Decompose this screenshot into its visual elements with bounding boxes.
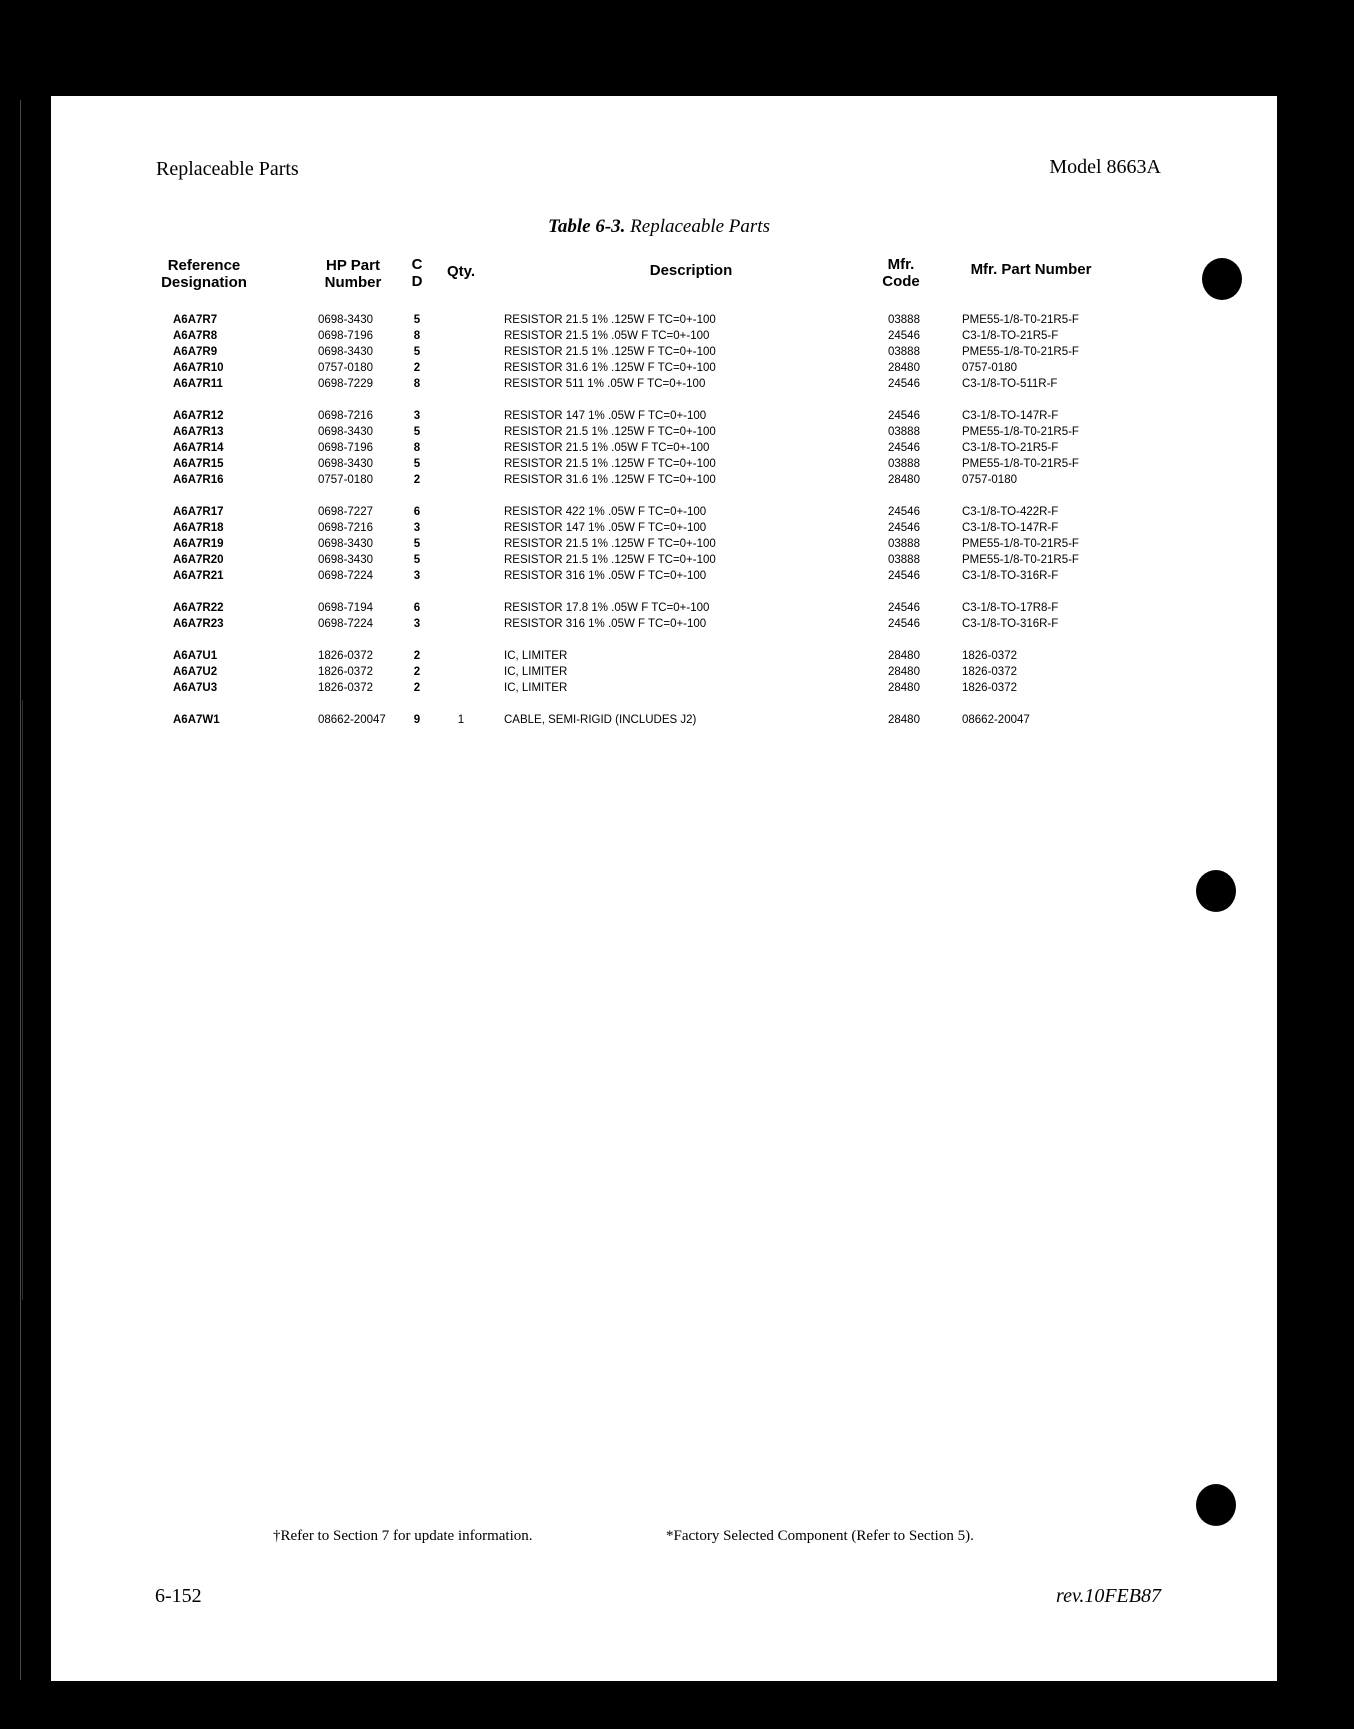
hp-part-number: 0698-7196	[318, 330, 373, 342]
part-description: RESISTOR 316 1% .05W F TC=0+-100	[504, 618, 707, 630]
part-reference: A6A7R8	[173, 330, 218, 342]
hp-part-number: 1826-0372	[318, 650, 373, 662]
part-description: RESISTOR 511 1% .05W F TC=0+-100	[504, 378, 706, 390]
mfr-part-number: 0757-0180	[962, 362, 1017, 374]
column-header-line: Reference	[167, 257, 241, 274]
check-digit: 5	[413, 346, 421, 358]
hp-part-number: 0698-7216	[318, 522, 373, 534]
part-reference: A6A7R10	[173, 362, 224, 374]
mfr-part-number: C3-1/8-TO-422R-F	[962, 506, 1059, 518]
part-reference: A6A7R13	[173, 426, 224, 438]
part-reference: A6A7U2	[173, 666, 218, 678]
part-description: RESISTOR 21.5 1% .125W F TC=0+-100	[504, 314, 716, 326]
mfr-part-number: C3-1/8-TO-21R5-F	[962, 330, 1059, 342]
check-digit: 5	[413, 538, 421, 550]
part-description: RESISTOR 31.6 1% .125W F TC=0+-100	[504, 362, 716, 374]
hp-part-number: 1826-0372	[318, 666, 373, 678]
check-digit: 2	[413, 682, 421, 694]
mfr-code: 24546	[888, 330, 920, 342]
mfr-code: 03888	[888, 538, 920, 550]
part-reference: A6A7R22	[173, 602, 224, 614]
part-description: RESISTOR 147 1% .05W F TC=0+-100	[504, 410, 707, 422]
mfr-code: 24546	[888, 522, 920, 534]
mfr-code: 03888	[888, 458, 920, 470]
part-description: RESISTOR 21.5 1% .05W F TC=0+-100	[504, 330, 710, 342]
part-reference: A6A7R23	[173, 618, 224, 630]
check-digit: 5	[413, 426, 421, 438]
part-description: RESISTOR 422 1% .05W F TC=0+-100	[504, 506, 707, 518]
column-header-line: HP Part	[326, 257, 380, 274]
part-description: RESISTOR 21.5 1% .125W F TC=0+-100	[504, 554, 716, 566]
mfr-part-number: PME55-1/8-T0-21R5-F	[962, 346, 1079, 358]
check-digit: 8	[413, 330, 421, 342]
hp-part-number: 0698-7227	[318, 506, 373, 518]
footnote-update: †Refer to Section 7 for update information.	[273, 1528, 533, 1544]
column-header-line: Designation	[161, 274, 247, 291]
part-reference: A6A7R9	[173, 346, 218, 358]
hp-part-number: 0698-3430	[318, 314, 373, 326]
running-header-model: Model 8663A	[1049, 156, 1161, 178]
part-reference: A6A7R17	[173, 506, 224, 518]
part-reference: A6A7R14	[173, 442, 224, 454]
mfr-code: 28480	[888, 474, 920, 486]
mfr-code: 03888	[888, 346, 920, 358]
quantity: 1	[457, 714, 465, 726]
hp-part-number: 0698-7194	[318, 602, 373, 614]
column-header-line: D	[411, 273, 423, 290]
check-digit: 5	[413, 554, 421, 566]
mfr-part-number: PME55-1/8-T0-21R5-F	[962, 554, 1079, 566]
check-digit: 8	[413, 378, 421, 390]
part-reference: A6A7R18	[173, 522, 224, 534]
page-number: 6-152	[155, 1585, 202, 1607]
hp-part-number: 0698-7229	[318, 378, 373, 390]
column-header-line: Code	[882, 273, 920, 290]
check-digit: 3	[413, 522, 421, 534]
mfr-part-number: 1826-0372	[962, 682, 1017, 694]
mfr-code: 24546	[888, 618, 920, 630]
part-description: RESISTOR 17.8 1% .05W F TC=0+-100	[504, 602, 710, 614]
part-reference: A6A7W1	[173, 714, 220, 726]
mfr-part-number: C3-1/8-TO-316R-F	[962, 618, 1059, 630]
mfr-code: 03888	[888, 314, 920, 326]
hp-part-number: 0698-3430	[318, 426, 373, 438]
mfr-part-number: C3-1/8-TO-17R8-F	[962, 602, 1059, 614]
mfr-part-number: PME55-1/8-T0-21R5-F	[962, 538, 1079, 550]
footnote-factory-selected: *Factory Selected Component (Refer to Section 5).	[666, 1528, 974, 1544]
part-reference: A6A7R16	[173, 474, 224, 486]
part-reference: A6A7R12	[173, 410, 224, 422]
scan-edge-line	[20, 100, 21, 1680]
column-header-mfr-part-number: Mfr. Part Number	[970, 261, 1092, 278]
mfr-code: 28480	[888, 714, 920, 726]
revision-date: rev.10FEB87	[1056, 1585, 1161, 1607]
parts-table-body	[51, 96, 1277, 1681]
part-description: RESISTOR 21.5 1% .125W F TC=0+-100	[504, 346, 716, 358]
part-description: RESISTOR 147 1% .05W F TC=0+-100	[504, 522, 707, 534]
mfr-part-number: PME55-1/8-T0-21R5-F	[962, 314, 1079, 326]
mfr-code: 28480	[888, 362, 920, 374]
column-header-line: Mfr.	[887, 256, 915, 273]
binder-hole	[1202, 258, 1242, 300]
scan-edge-line	[22, 700, 23, 1300]
part-description: RESISTOR 21.5 1% .125W F TC=0+-100	[504, 538, 716, 550]
mfr-part-number: PME55-1/8-T0-21R5-F	[962, 458, 1079, 470]
part-reference: A6A7U1	[173, 650, 218, 662]
mfr-part-number: PME55-1/8-T0-21R5-F	[962, 426, 1079, 438]
binder-hole	[1196, 870, 1236, 912]
mfr-code: 24546	[888, 506, 920, 518]
mfr-part-number: C3-1/8-TO-511R-F	[962, 378, 1058, 390]
check-digit: 2	[413, 666, 421, 678]
check-digit: 9	[413, 714, 421, 726]
hp-part-number: 1826-0372	[318, 682, 373, 694]
part-reference: A6A7R11	[173, 378, 223, 390]
part-reference: A6A7R20	[173, 554, 224, 566]
check-digit: 3	[413, 570, 421, 582]
check-digit: 2	[413, 474, 421, 486]
hp-part-number: 0698-3430	[318, 554, 373, 566]
check-digit: 3	[413, 410, 421, 422]
hp-part-number: 0698-3430	[318, 458, 373, 470]
mfr-code: 24546	[888, 378, 920, 390]
hp-part-number: 0757-0180	[318, 474, 373, 486]
part-description: RESISTOR 21.5 1% .125W F TC=0+-100	[504, 458, 716, 470]
mfr-part-number: C3-1/8-TO-21R5-F	[962, 442, 1059, 454]
mfr-code: 28480	[888, 682, 920, 694]
mfr-part-number: 1826-0372	[962, 650, 1017, 662]
check-digit: 6	[413, 506, 421, 518]
check-digit: 2	[413, 650, 421, 662]
hp-part-number: 0698-7196	[318, 442, 373, 454]
mfr-code: 24546	[888, 442, 920, 454]
column-header-description: Description	[649, 262, 733, 279]
part-description: RESISTOR 31.6 1% .125W F TC=0+-100	[504, 474, 716, 486]
check-digit: 5	[413, 458, 421, 470]
table-number: Table 6-3.	[548, 216, 626, 237]
hp-part-number: 0698-7224	[318, 570, 373, 582]
column-header-qty: Qty.	[446, 263, 476, 280]
check-digit: 6	[413, 602, 421, 614]
mfr-code: 03888	[888, 426, 920, 438]
hp-part-number: 0698-7224	[318, 618, 373, 630]
hp-part-number: 0698-3430	[318, 346, 373, 358]
mfr-code: 28480	[888, 666, 920, 678]
document-page	[51, 96, 1277, 1681]
part-reference: A6A7R7	[173, 314, 218, 326]
mfr-part-number: 0757-0180	[962, 474, 1017, 486]
mfr-part-number: 1826-0372	[962, 666, 1017, 678]
column-header-line: Number	[324, 274, 382, 291]
table-label: Replaceable Parts	[630, 216, 770, 237]
running-header-title: Replaceable Parts	[156, 158, 299, 180]
part-reference: A6A7R21	[173, 570, 224, 582]
binder-hole	[1196, 1484, 1236, 1526]
part-reference: A6A7R15	[173, 458, 224, 470]
part-description: RESISTOR 21.5 1% .05W F TC=0+-100	[504, 442, 710, 454]
mfr-part-number: C3-1/8-TO-147R-F	[962, 410, 1059, 422]
column-header-line: C	[411, 256, 423, 273]
part-description: CABLE, SEMI-RIGID (INCLUDES J2)	[504, 714, 697, 726]
part-description: IC, LIMITER	[504, 650, 568, 662]
part-description: IC, LIMITER	[504, 666, 568, 678]
mfr-part-number: 08662-20047	[962, 714, 1030, 726]
check-digit: 5	[413, 314, 421, 326]
mfr-code: 24546	[888, 410, 920, 422]
check-digit: 3	[413, 618, 421, 630]
mfr-code: 03888	[888, 554, 920, 566]
part-reference: A6A7R19	[173, 538, 224, 550]
mfr-part-number: C3-1/8-TO-316R-F	[962, 570, 1059, 582]
check-digit: 2	[413, 362, 421, 374]
hp-part-number: 0698-7216	[318, 410, 373, 422]
check-digit: 8	[413, 442, 421, 454]
mfr-code: 24546	[888, 570, 920, 582]
mfr-code: 24546	[888, 602, 920, 614]
part-reference: A6A7U3	[173, 682, 218, 694]
hp-part-number: 08662-20047	[318, 714, 386, 726]
hp-part-number: 0757-0180	[318, 362, 373, 374]
part-description: RESISTOR 316 1% .05W F TC=0+-100	[504, 570, 707, 582]
part-description: RESISTOR 21.5 1% .125W F TC=0+-100	[504, 426, 716, 438]
part-description: IC, LIMITER	[504, 682, 568, 694]
hp-part-number: 0698-3430	[318, 538, 373, 550]
mfr-part-number: C3-1/8-TO-147R-F	[962, 522, 1059, 534]
mfr-code: 28480	[888, 650, 920, 662]
